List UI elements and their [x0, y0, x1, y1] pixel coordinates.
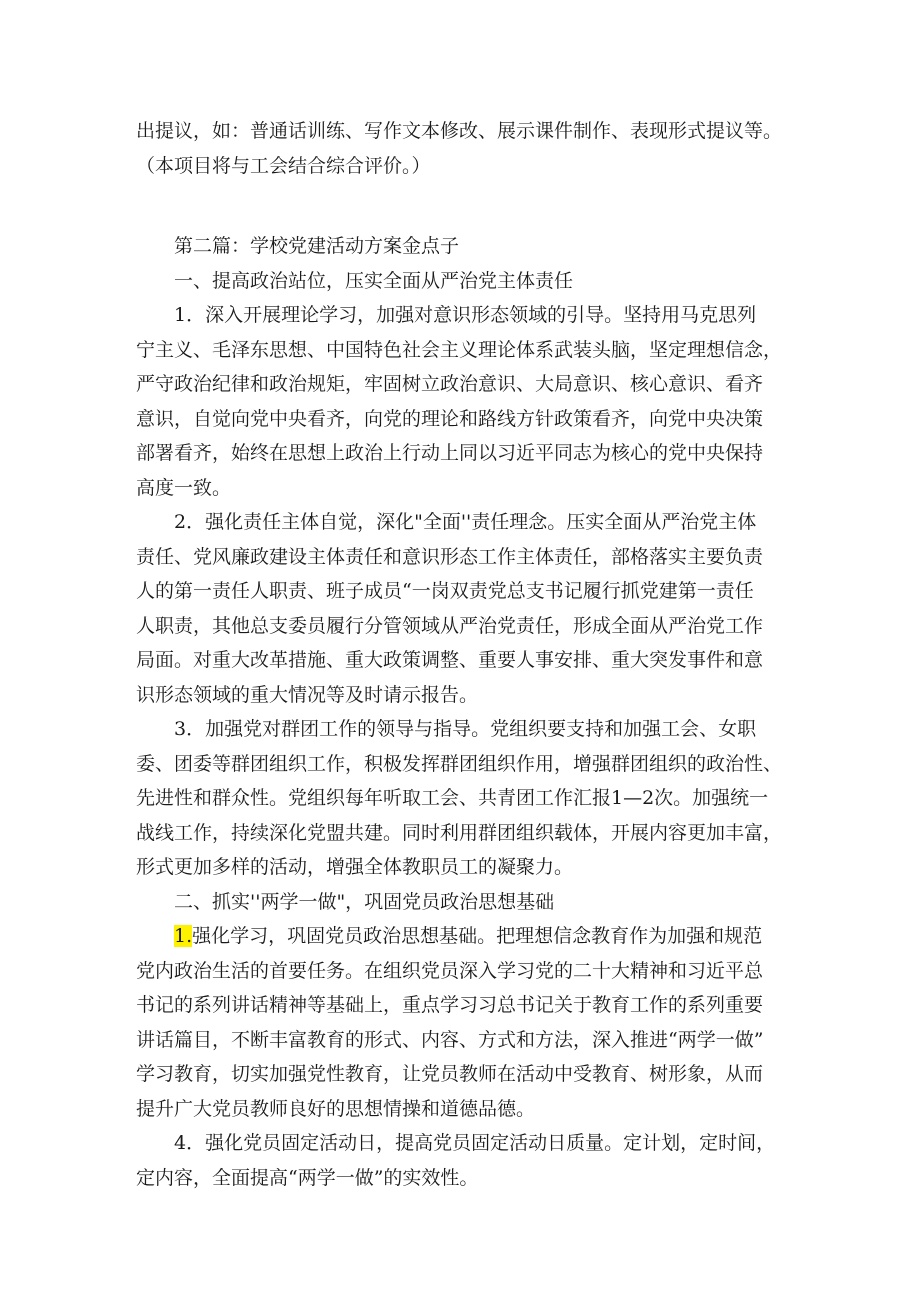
paragraph-line: 书记的系列讲话精神等基础上，重点学习习总书记关于教育工作的系列重要 — [136, 994, 764, 1016]
paragraph-line: 识形态领域的重大情况等及时请示报告。 — [136, 683, 479, 706]
highlighted-number: 1. — [174, 925, 193, 947]
paragraph-line: 2．强化责任主体自觉，深化"全面''责任理念。压实全面从严治党主体 — [174, 511, 757, 533]
paragraph-line: 高度一致。 — [136, 476, 232, 499]
paragraph-line: 先进性和群众性。党组织每年听取工会、共青团工作汇报1—2次。加强统一 — [136, 787, 769, 809]
paragraph-line: 部署看齐，始终在思想上政治上行动上同以习近平同志为核心的党中央保持 — [136, 442, 764, 464]
paragraph-line: 人的第一责任人职责、班子成员“一岗双责党总支书记履行抓党建第一责任 — [136, 580, 754, 602]
intro-line: 出提议，如：普通话训练、写作文本修改、展示课件制作、表现形式提议等。 — [136, 120, 783, 142]
heading-1: 一、提高政治站位，压实全面从严治党主体责任 — [174, 269, 574, 292]
paragraph-line: 党内政治生活的首要任务。在组织党员深入学习党的二十大精神和习近平总 — [136, 959, 764, 982]
paragraph-line: 局面。对重大改革措施、重大政策调整、重要人事安排、重大突发事件和意 — [136, 649, 764, 671]
paragraph-line: 1．深入开展理论学习，加强对意识形态领域的引导。坚持用马克思列 — [174, 304, 757, 326]
heading-2: 二、抓实''两学一做"，巩固党员政治思想基础 — [174, 890, 555, 913]
paragraph-line: 3．加强党对群团工作的领导与指导。党组织要支持和加强工会、女职 — [174, 718, 757, 740]
paragraph-line: 提升广大党员教师良好的思想情操和道德品德。 — [136, 1097, 536, 1120]
paragraph-line: 讲话篇目，不断丰富教育的形式、内容、方式和方法，深入推进“两学一做” — [136, 1028, 764, 1051]
paragraph-line — [136, 919, 802, 954]
paragraph-line: 委、团委等群团组织工作，积极发挥群团组织作用，增强群团组织的政治性、 — [136, 752, 783, 775]
paragraph-line: 定内容，全面提高“两学一做”的实效性。 — [136, 1166, 479, 1189]
paragraph-line: 战线工作，持续深化党盟共建。同时利用群团组织载体，开展内容更加丰富， — [136, 821, 783, 844]
section-title: 第二篇：学校党建活动方案金点子 — [174, 235, 460, 257]
paragraph-line: 责任、党风廉政建设主体责任和意识形态工作主体责任，部格落实主要负责 — [136, 545, 764, 568]
paragraph-line: 严守政治纪律和政治规矩，牢固树立政治意识、大局意识、核心意识、看齐 — [136, 373, 764, 395]
intro-line: （本项目将与工会结合综合评价。） — [136, 154, 431, 177]
paragraph-line: 形式更加多样的活动，增强全体教职员工的凝聚力。 — [136, 856, 574, 878]
spacer — [136, 183, 802, 229]
paragraph-line: 人职责，其他总支委员履行分管领域从严治党责任，形成全面从严治党工作 — [136, 614, 764, 637]
paragraph-text: 强化学习，巩固党员政治思想基础。把理想信念教育作为加强和规范 — [192, 925, 763, 947]
paragraph-line: 学习教育，切实加强党性教育，让党员教师在活动中受教育、树形象，从而 — [136, 1063, 764, 1085]
paragraph-line: 4．强化党员固定活动日，提高党员固定活动日质量。定计划，定时间， — [174, 1132, 776, 1154]
paragraph-line: 意识，自觉向党中央看齐，向党的理论和路线方针政策看齐，向党中央决策 — [136, 407, 764, 430]
paragraph-line: 宁主义、毛泽东思想、中国特色社会主义理论体系武装头脑，坚定理想信念， — [136, 338, 783, 361]
